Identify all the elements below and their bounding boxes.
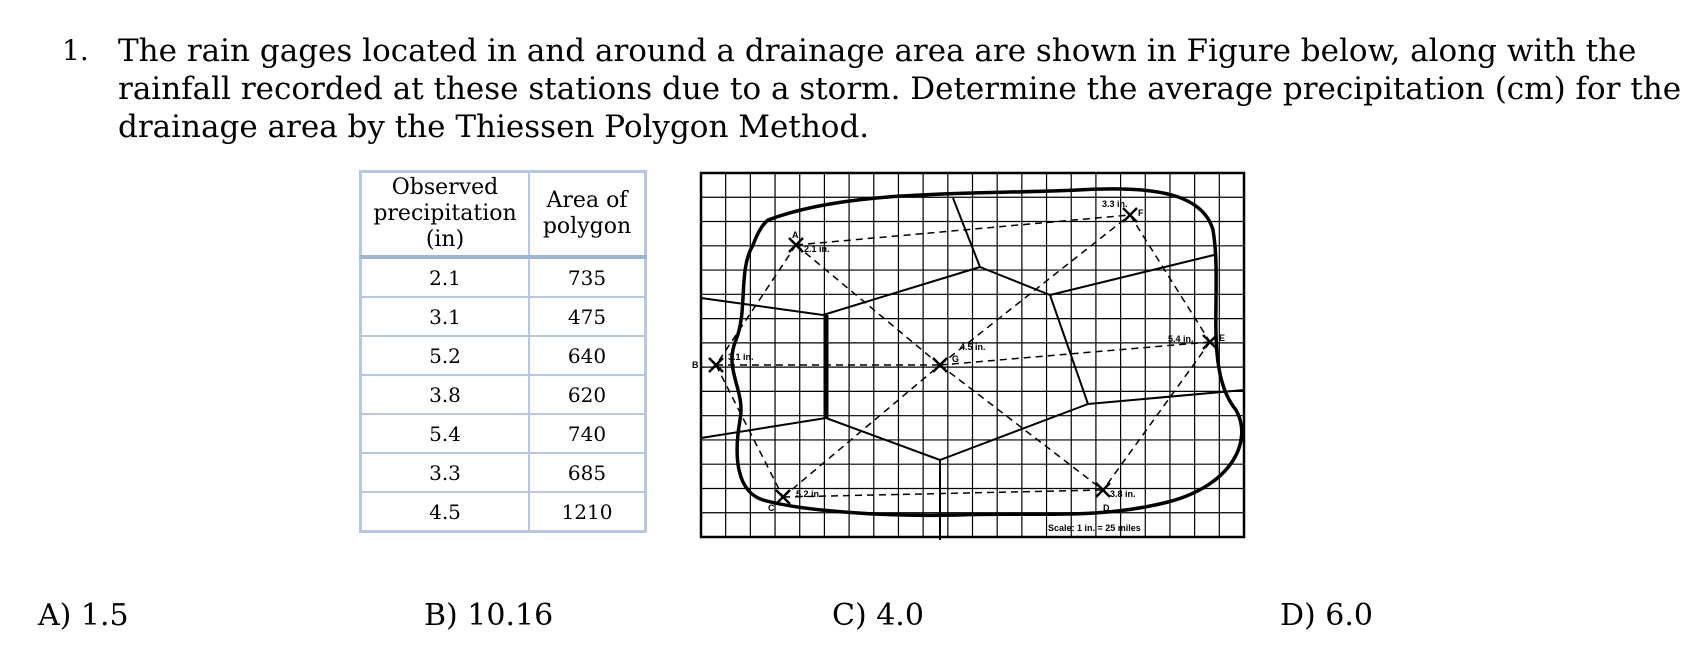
station-g-id: G [952,354,960,364]
precip-cell: 3.1 [361,297,530,336]
table-row [361,336,646,375]
question-number: 1. [62,34,89,67]
grid-lines [701,173,1244,537]
area-cell: 1210 [529,492,646,532]
thiessen-polygon-figure [692,170,1258,546]
station-b-id: B [692,360,699,370]
header-area-of-polygon: Area of polygon [529,172,646,258]
station-g-value: 4.5 in. [960,342,986,352]
station-c-id: C [768,503,775,513]
scale-label: Scale: 1 in. = 25 miles [1048,523,1141,533]
table-row [361,414,646,453]
area-cell: 735 [529,257,646,297]
station-d-id: D [1103,503,1110,513]
area-cell: 740 [529,414,646,453]
precip-cell: 2.1 [361,257,530,297]
triangulation-lines [716,215,1210,497]
table-row [361,257,646,297]
table-row [361,297,646,336]
precip-cell: 3.8 [361,375,530,414]
question-text [118,32,1681,146]
precip-cell: 3.3 [361,453,530,492]
station-e-value: 5.4 in. [1168,334,1194,344]
answer-c[interactable]: C) 4.0 [832,598,924,633]
precip-cell: 5.4 [361,414,530,453]
question-line: rainfall recorded at these stations due to a storm. Determine the average precipitation (cm) for the [118,71,1681,107]
area-cell: 640 [529,336,646,375]
area-cell: 685 [529,453,646,492]
answer-a[interactable]: A) 1.5 [38,598,129,633]
question-line: drainage area by the Thiessen Polygon Method. [118,109,870,145]
station-c-value: 5.2 in. [796,489,822,499]
precip-cell: 4.5 [361,492,530,532]
answer-b[interactable]: B) 10.16 [424,598,554,633]
area-cell: 620 [529,375,646,414]
table-row [361,492,646,532]
table-row [361,375,646,414]
answer-d[interactable]: D) 6.0 [1280,598,1374,633]
precipitation-table [359,170,647,533]
station-f-value: 3.3 in. [1102,199,1128,209]
station-f-id: F [1138,208,1144,218]
station-a-id: A [792,230,799,240]
station-markers [709,208,1217,504]
precip-cell: 5.2 [361,336,530,375]
station-d-value: 3.8 in. [1110,489,1136,499]
drainage-boundary [732,189,1242,516]
area-cell: 475 [529,297,646,336]
question-line: The rain gages located in and around a drainage area are shown in Figure below, along with the [118,33,1637,69]
station-a-value: 2.1 in. [804,244,830,254]
station-e-id: E [1219,333,1226,343]
station-b-value: 3.1 in. [728,352,754,362]
header-observed-precipitation: Observed precipitation (in) [361,172,530,258]
table-row [361,453,646,492]
